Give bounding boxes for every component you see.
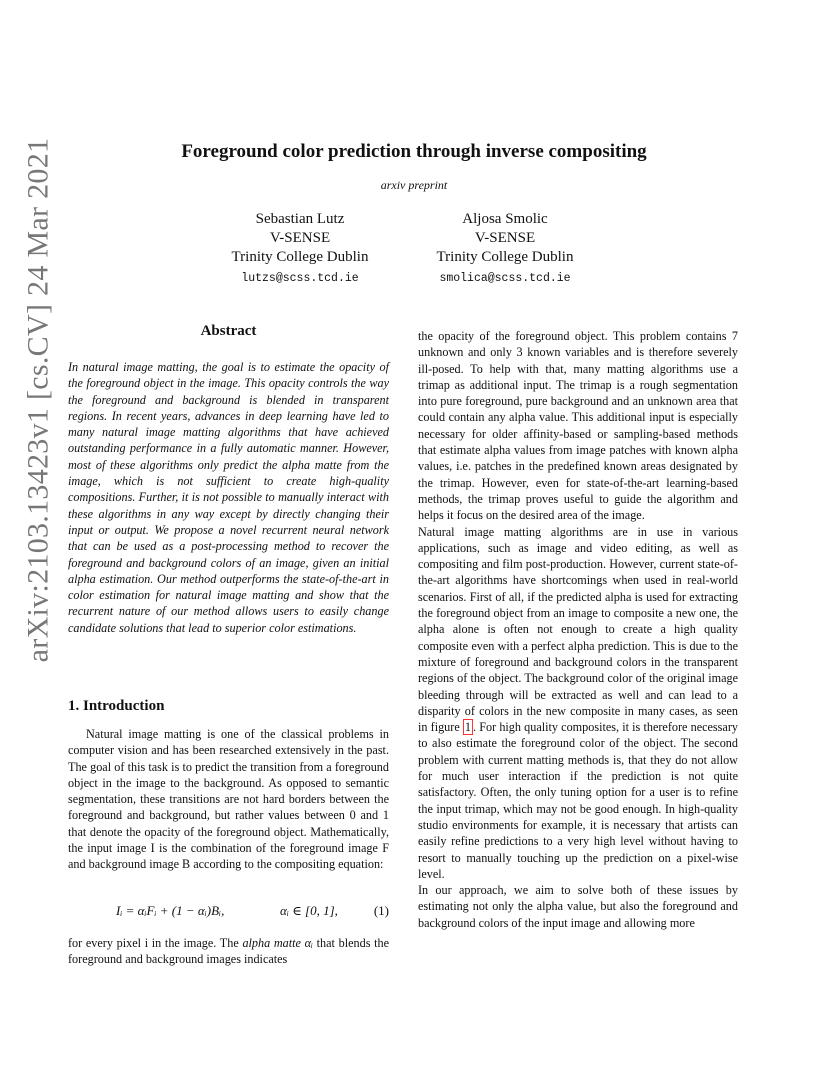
abstract-text: In natural image matting, the goal is to estimate the opacity of the foreground object in the image. This opacity controls the way the foreground and background is blended in transparent regions. In recent years, advances in deep learning have led to many natural image matting algorithms that have achieved outstanding performance in a fully automatic manner. However, most of these algorithms only predict the alpha matte from the image, which is not sufficient to create high-quality compositions. Further, it is not possible to manually interact with these algorithms in any way except by directly changing their input or output. We propose a novel recurrent neural network that can be used as a post-processing method to recover the foreground and background colors of an image, given an initial alpha estimation. Our method outperforms the state-of-the-art in color estimation for natural image matting and show that the recurrent nature of our method allows users to easily change candidate solutions that lead to superior color estimations.	[68, 360, 389, 635]
right-column	[418, 328, 738, 931]
abstract-heading: Abstract	[200, 323, 257, 339]
section-heading-introduction: 1. Introduction	[68, 698, 165, 714]
author-institution: Trinity College Dublin	[231, 249, 369, 265]
author-affiliation: V-SENSE	[474, 230, 536, 246]
text-run: for every pixel i in the image. The	[68, 936, 239, 950]
introduction-body	[68, 726, 389, 873]
body-paragraph	[418, 524, 738, 883]
equation-number: (1)	[373, 903, 389, 918]
body-paragraph: the opacity of the foreground object. This problem contains 7 unknown and only 3 known variables and is therefore severely ill-posed. To help with that, many matting algorithms use a trimap as additional input. The trimap is a rough segmentation into pure foreground, pure background and an unknown area that could contain any alpha value. This additional input is especially necessary for older affinity-based or sampling-based methods that estimate alpha values from image patches with known alpha values, i.e. patches in the predefined known areas designated by the trimap. However, even for state-of-the-art learning-based methods, the trimap proves useful to guide the algorithm and helps it focus on the desired area of the image.	[418, 329, 738, 523]
author-affiliation: V-SENSE	[269, 230, 331, 246]
equation-expression: Iᵢ = αᵢFᵢ + (1 − αᵢ)Bᵢ,	[116, 903, 225, 918]
equation-condition: αᵢ ∈ [0, 1],	[280, 903, 338, 918]
author-name: Aljosa Smolic	[462, 211, 548, 227]
arxiv-identifier: arXiv:2103.13423v1 [cs.CV] 24 Mar 2021	[21, 137, 55, 663]
figure-reference-link[interactable]: 1	[464, 720, 472, 735]
introduction-paragraph: Natural image matting is one of the classical problems in computer vision and has been researched extensively in the past. The goal of this task is to predict the transition from a foreground object in the image to the background. As opposed to semantic segmentation, these transitions are not hard borders between the foreground and background, but rather values between 0 and 1 that denote the opacity of the foreground object. Mathematically, the input image I is the combination of the foreground image F and background image B according to the compositing equation:	[68, 727, 389, 872]
compositing-equation	[68, 903, 389, 923]
term-alpha-matte: alpha matte	[242, 936, 301, 950]
math-symbol: αᵢ	[304, 936, 313, 950]
introduction-paragraph	[68, 935, 389, 968]
text-run: Natural image matting algorithms are in use in various applications, such as image and video editing, as well as compositing and film post-production. However, current state-of-the-art algorithms have shortcomings when used in real-world scenarios. First of all, if the predicted alpha is used for extracting the foreground object from an image to composite a new one, the alpha alone is often not enough to create a high quality composite even with a perfect alpha prediction. This is due to the mixture of foreground and background colors in the transparent regions of the object. The background color of the original image bleeding through will be extracted as well and can lead to a disparity of colors in the new composite in many cases, as seen in figure	[418, 524, 738, 735]
text-run: . For high quality composites, it is therefore necessary to also estimate the foreground color of the object. The second problem with current matting methods is, that they do not allow for much user interaction if the prediction is not quite satisfactory. Often, the only tuning option for a user is to refine the input trimap, which may not be good enough. In high-quality studio environments for example, it is necessary that artists can easily refine predictions to a very high level without having to resort to manually touching up the prediction on a pixel-wise level.	[418, 720, 738, 881]
paper-subtitle: arxiv preprint	[380, 178, 448, 192]
author-email: smolica@scss.tcd.ie	[439, 272, 571, 285]
paper-title: Foreground color prediction through inverse compositing	[181, 141, 647, 162]
text-run: that blends the foreground and background images indicates	[68, 936, 390, 967]
author-block-2	[385, 210, 625, 291]
author-block-1	[180, 210, 420, 291]
author-email: lutzs@scss.tcd.ie	[241, 272, 359, 285]
body-paragraph: In our approach, we aim to solve both of these issues by estimating not only the alpha value, but also the foreground and background colors of the input image and allowing more	[418, 883, 738, 930]
introduction-continuation	[68, 935, 389, 968]
arxiv-side-stamp	[8, 120, 68, 680]
author-name: Sebastian Lutz	[255, 211, 345, 227]
author-institution: Trinity College Dublin	[436, 249, 574, 265]
